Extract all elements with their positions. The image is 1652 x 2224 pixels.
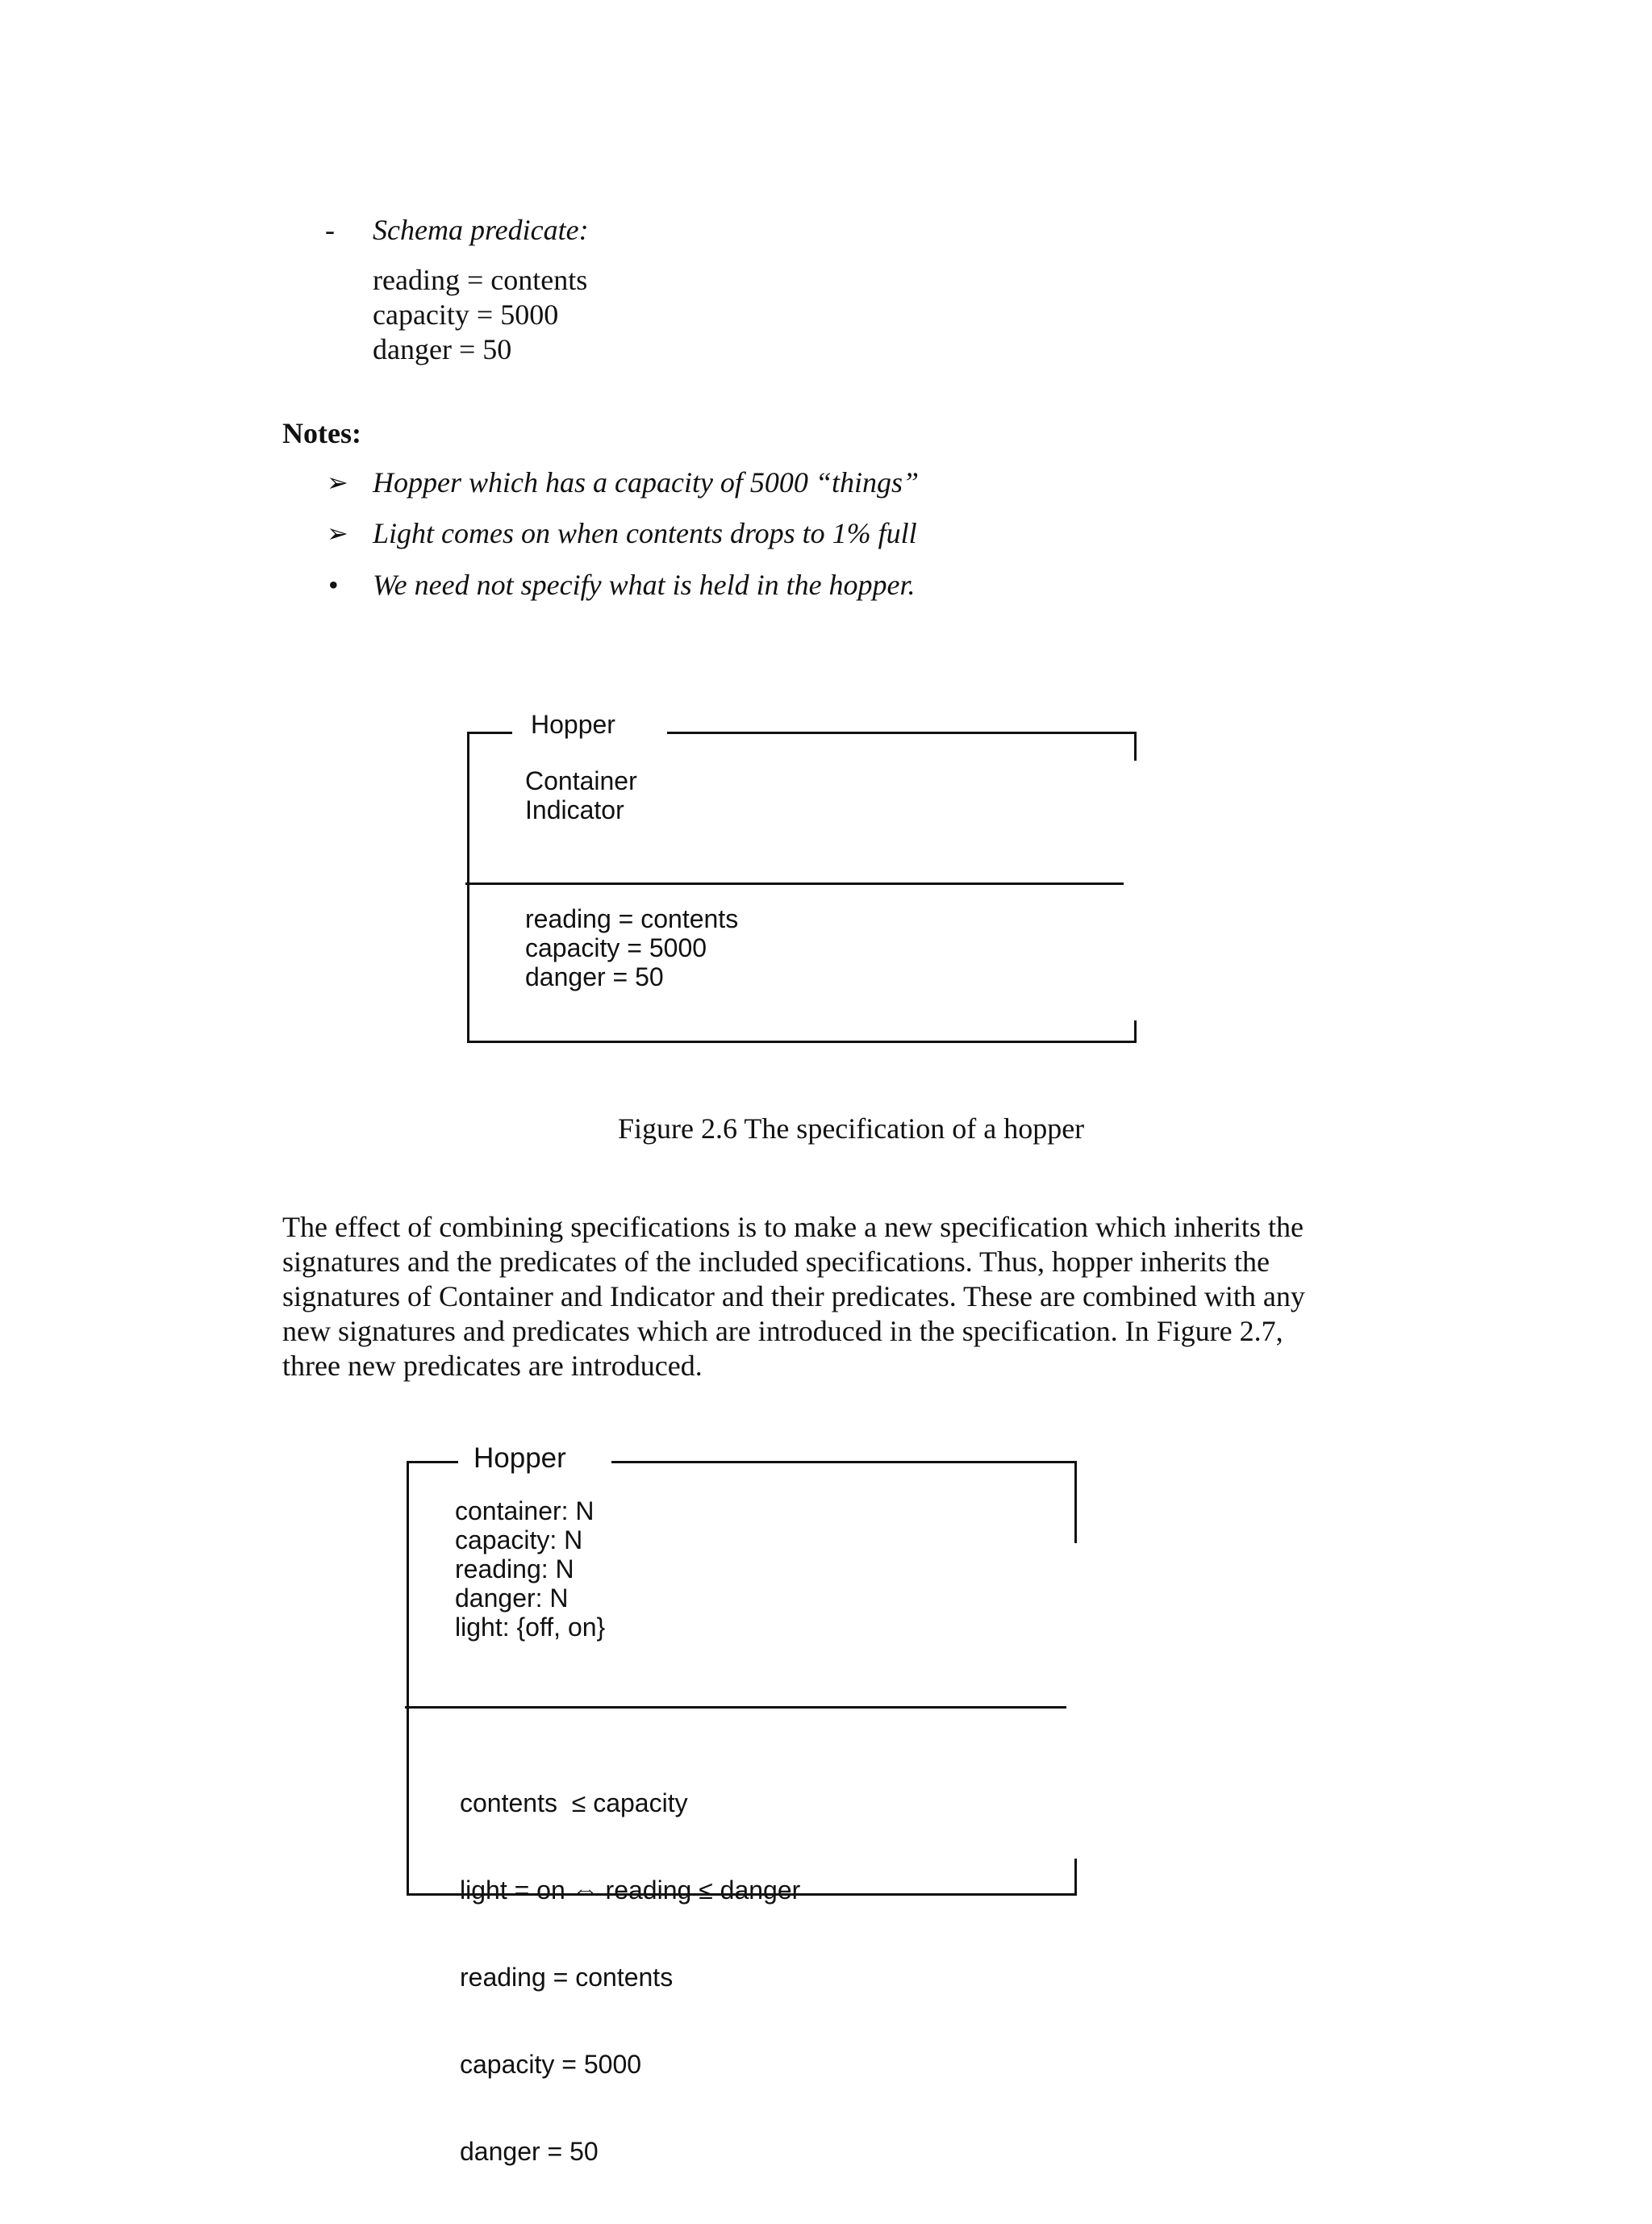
note-bullet-arrow-icon: ➢ bbox=[327, 468, 348, 497]
notes-heading: Notes: bbox=[282, 417, 361, 449]
schema-predicate: danger = 50 bbox=[460, 2137, 599, 2166]
schema-box-right-tick-bottom bbox=[1074, 1859, 1077, 1896]
schema-declarations bbox=[525, 766, 637, 824]
schema-predicates bbox=[525, 904, 738, 991]
schema-box-right-tick-top bbox=[1134, 732, 1137, 761]
schema-declaration: light: {off, on} bbox=[455, 1613, 606, 1642]
schema-predicate: capacity = 5000 bbox=[460, 2050, 642, 2079]
schema-box-divider bbox=[465, 883, 1124, 885]
schema-box-top-left-rule bbox=[407, 1461, 458, 1463]
paragraph-line: signatures of Container and Indicator and their predicates. These are combined with any bbox=[282, 1280, 1305, 1312]
list-dash-marker: - bbox=[325, 214, 335, 246]
schema-box-top-right-rule bbox=[667, 732, 1137, 734]
schema-declaration: container: N bbox=[455, 1496, 594, 1525]
schema-predicate: light = on ⇔ reading ≤ danger bbox=[460, 1876, 801, 1905]
note-bullet-arrow-icon: ➢ bbox=[327, 519, 348, 548]
schema-declaration: Container bbox=[525, 766, 637, 795]
paragraph-line: three new predicates are introduced. bbox=[282, 1350, 703, 1382]
schema-name: Hopper bbox=[531, 710, 615, 739]
note-item: Hopper which has a capacity of 5000 “things” bbox=[373, 466, 919, 499]
schema-predicate-line: danger = 50 bbox=[373, 333, 512, 365]
paragraph-line: signatures and the predicates of the included specifications. Thus, hopper inherits the bbox=[282, 1246, 1270, 1278]
schema-declaration: reading: N bbox=[455, 1554, 574, 1584]
schema-predicate: contents ≤ capacity bbox=[460, 1788, 688, 1817]
schema-box-right-tick-top bbox=[1074, 1461, 1077, 1543]
schema-declaration: capacity: N bbox=[455, 1525, 583, 1554]
schema-box-top-right-rule bbox=[611, 1461, 1077, 1463]
schema-declaration: danger: N bbox=[455, 1584, 569, 1613]
schema-declarations bbox=[455, 1496, 605, 1642]
schema-predicates bbox=[460, 1730, 800, 2224]
schema-predicate-line: capacity = 5000 bbox=[373, 298, 559, 331]
note-item: Light comes on when contents drops to 1% full bbox=[373, 517, 917, 549]
schema-predicate: reading = contents bbox=[460, 1963, 674, 1992]
schema-predicate: capacity = 5000 bbox=[525, 933, 707, 962]
schema-declaration: Indicator bbox=[525, 795, 624, 824]
schema-box-top-left-rule bbox=[468, 732, 512, 734]
schema-predicate: danger = 50 bbox=[525, 962, 664, 991]
paragraph-line: new signatures and predicates which are introduced in the specification. In Figure 2.7, bbox=[282, 1315, 1283, 1347]
body-paragraph bbox=[282, 1210, 1363, 1383]
schema-box-left-border bbox=[467, 732, 469, 1043]
schema-predicate-label: Schema predicate: bbox=[373, 214, 589, 246]
schema-box-left-border bbox=[407, 1461, 409, 1896]
figure-caption: Figure 2.6 The specification of a hopper bbox=[618, 1112, 1085, 1145]
schema-box-divider bbox=[405, 1706, 1066, 1709]
schema-box-right-tick-bottom bbox=[1134, 1020, 1137, 1043]
paragraph-line: The effect of combining specifications is to make a new specification which inherits the bbox=[282, 1211, 1304, 1243]
schema-box-bottom-border bbox=[467, 1041, 1137, 1043]
schema-predicate: reading = contents bbox=[525, 904, 739, 933]
note-bullet-dot-icon: • bbox=[328, 569, 339, 601]
schema-predicate-lines bbox=[373, 263, 587, 367]
schema-name: Hopper bbox=[473, 1442, 566, 1474]
schema-predicate-line: reading = contents bbox=[373, 264, 588, 296]
note-item: We need not specify what is held in the hopper. bbox=[373, 569, 916, 601]
